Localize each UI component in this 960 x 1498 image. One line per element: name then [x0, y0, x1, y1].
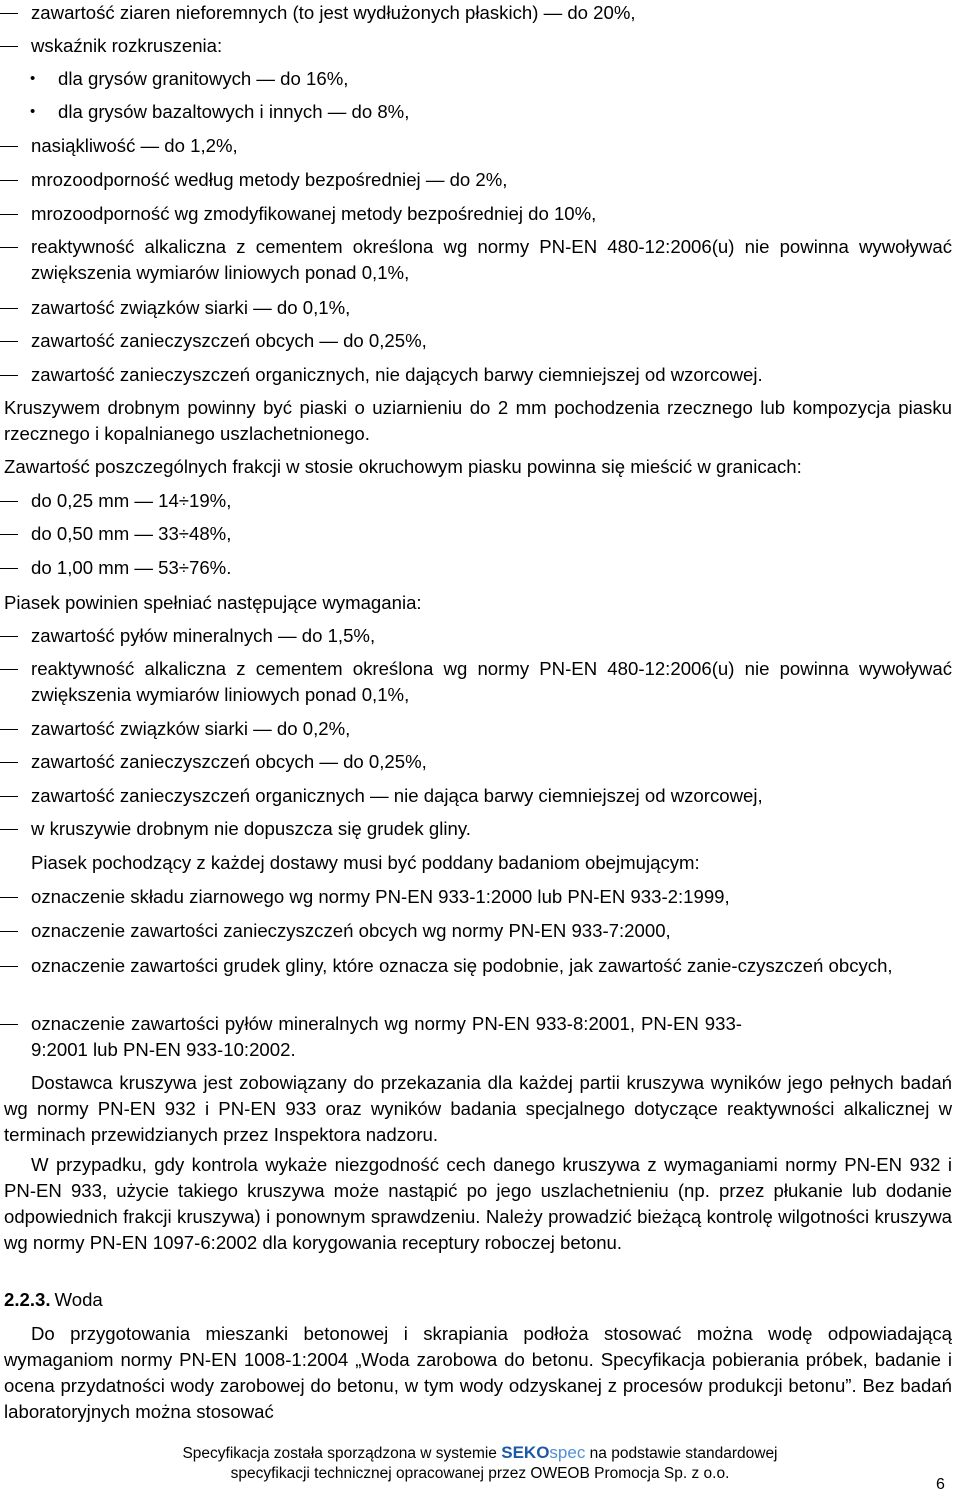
dash-marker — [0, 201, 20, 227]
dash-marker — [0, 33, 20, 59]
dash-marker — [0, 133, 20, 159]
footer-text: na podstawie standardowej — [589, 1445, 778, 1462]
list-item-text: do 0,25 mm — 14÷19%, — [31, 490, 232, 511]
bullet-item-text: dla grysów bazaltowych i innych — do 8%, — [58, 101, 410, 122]
dash-marker — [0, 521, 20, 547]
list-item-text: zawartość ziaren nieforemnych (to jest wydłużonych płaskich) — do 20%, — [31, 2, 636, 23]
list-item-text: zawartość pyłów mineralnych — do 1,5%, — [31, 625, 376, 646]
dash-marker — [0, 716, 20, 742]
paragraph: Piasek pochodzący z każdej dostawy musi być poddany badaniom obejmującym: — [31, 852, 700, 873]
dash-marker — [0, 783, 20, 809]
paragraph: Piasek powinien spełniać następujące wymagania: — [4, 592, 422, 613]
dash-marker — [0, 918, 20, 944]
dash-marker — [0, 167, 20, 193]
list-item-text: reaktywność alkaliczna z cementem określona wg normy PN-EN 480-12:2006(u) nie powinna wywoływać zwiększenia wymiarów liniowych ponad 0,1%, — [31, 658, 952, 705]
paragraph: W przypadku, gdy kontrola wykaże niezgodność cech danego kruszywa z wymaganiami normy PN-EN 932 i PN-EN 933, użycie takiego kruszywa może nastąpić po jego uszlachetnieniu (np. przez płukanie lub dodanie odpowiednich frakcji kruszywa) i ponownym sprawdzeniu. Należy prowadzić bieżącą kontrolę wilgotności kruszywa wg normy PN-EN 1097-6:2002 dla korygowania receptury roboczej betonu. — [4, 1154, 952, 1253]
list-item-text: zawartość zanieczyszczeń organicznych — nie dająca barwy ciemniejszej od wzorcowej, — [31, 785, 763, 806]
bullet-item-text: dla grysów granitowych — do 16%, — [58, 68, 349, 89]
dash-marker — [0, 328, 20, 354]
dash-marker — [0, 749, 20, 775]
footer-text: specyfikacji technicznej opracowanej przez OWEOB Promocja Sp. z o.o. — [230, 1465, 730, 1482]
sekospec-logo-seko: SEKO — [501, 1443, 550, 1462]
list-item-text: oznaczenie zawartości zanieczyszczeń obcych wg normy PN-EN 933-7:2000, — [31, 920, 671, 941]
bullet-icon: • — [30, 103, 36, 120]
list-item-text: w kruszywie drobnym nie dopuszcza się grudek gliny. — [31, 818, 471, 839]
list-item-text: reaktywność alkaliczna z cementem określona wg normy PN-EN 480-12:2006(u) nie powinna wywoływać zwiększenia wymiarów liniowych ponad 0,1%, — [31, 236, 952, 283]
list-item-text: zawartość związków siarki — do 0,2%, — [31, 718, 351, 739]
page-footer — [120, 1443, 840, 1464]
dash-marker — [0, 884, 20, 910]
section-number: 2.2.3. — [4, 1289, 51, 1310]
list-item-text: oznaczenie składu ziarnowego wg normy PN-EN 933-1:2000 lub PN-EN 933-2:1999, — [31, 886, 730, 907]
dash-marker — [0, 234, 20, 260]
paragraph: Do przygotowania mieszanki betonowej i skrapiania podłoża stosować można wodę odpowiadającą wymaganiom normy PN-EN 1008-1:2004 „Woda zarobowa do betonu. Specyfikacja pobierania próbek, badanie i ocena przydatności wody zarobowej do betonu, w tym wody odzyskanej z procesów produkcji betonu”. Bez badań laboratoryjnych można stosować — [4, 1323, 952, 1422]
list-item-text: zawartość zanieczyszczeń organicznych, nie dających barwy ciemniejszej od wzorcowej. — [31, 364, 763, 385]
dash-marker — [0, 488, 20, 514]
paragraph: Zawartość poszczególnych frakcji w stosie okruchowym piasku powinna się mieścić w granicach: — [4, 456, 802, 477]
dash-marker — [0, 362, 20, 388]
bullet-icon: • — [30, 70, 36, 87]
sekospec-logo-spec: spec — [549, 1443, 586, 1462]
paragraph: Dostawca kruszywa jest zobowiązany do przekazania dla każdej partii kruszywa wyników jego pełnych badań wg normy PN-EN 932 i PN-EN 933 oraz wyników badania specjalnego dotyczące reaktywności alkalicznej w terminach przewidzianych przez Inspektora nadzoru. — [4, 1072, 952, 1145]
dash-marker — [0, 0, 20, 26]
dash-marker — [0, 623, 20, 649]
list-item-text: wskaźnik rozkruszenia: — [31, 35, 223, 56]
list-item-text: zawartość zanieczyszczeń obcych — do 0,25%, — [31, 751, 427, 772]
dash-marker — [0, 816, 20, 842]
list-item-text: do 1,00 mm — 53÷76%. — [31, 557, 232, 578]
list-item-text: do 0,50 mm — 33÷48%, — [31, 523, 232, 544]
dash-marker — [0, 555, 20, 581]
dash-marker — [0, 953, 20, 979]
page-number: 6 — [936, 1476, 945, 1493]
list-item-text: mrozoodporność wg zmodyfikowanej metody bezpośredniej do 10%, — [31, 203, 597, 224]
list-item-text: zawartość zanieczyszczeń obcych — do 0,25%, — [31, 330, 427, 351]
paragraph: Kruszywem drobnym powinny być piaski o uziarnieniu do 2 mm pochodzenia rzecznego lub kompozycja piasku rzecznego i kopalnianego uszlachetnionego. — [4, 397, 952, 444]
section-title: Woda — [54, 1289, 103, 1310]
list-item-text: zawartość związków siarki — do 0,1%, — [31, 297, 351, 318]
list-item-text: mrozoodporność według metody bezpośredniej — do 2%, — [31, 169, 508, 190]
footer-text: Specyfikacja została sporządzona w systemie — [182, 1445, 497, 1462]
dash-marker — [0, 1011, 20, 1037]
list-item-text: nasiąkliwość — do 1,2%, — [31, 135, 238, 156]
section-heading — [4, 1287, 103, 1313]
list-item-text: oznaczenie zawartości grudek gliny, które oznacza się podobnie, jak zawartość zanie-czyszczeń obcych, — [31, 955, 893, 976]
dash-marker — [0, 295, 20, 321]
dash-marker — [0, 656, 20, 682]
list-item-text: oznaczenie zawartości pyłów mineralnych wg normy PN-EN 933-8:2001, PN-EN 933-9:2001 lub PN-EN 933-10:2002. — [31, 1013, 742, 1060]
